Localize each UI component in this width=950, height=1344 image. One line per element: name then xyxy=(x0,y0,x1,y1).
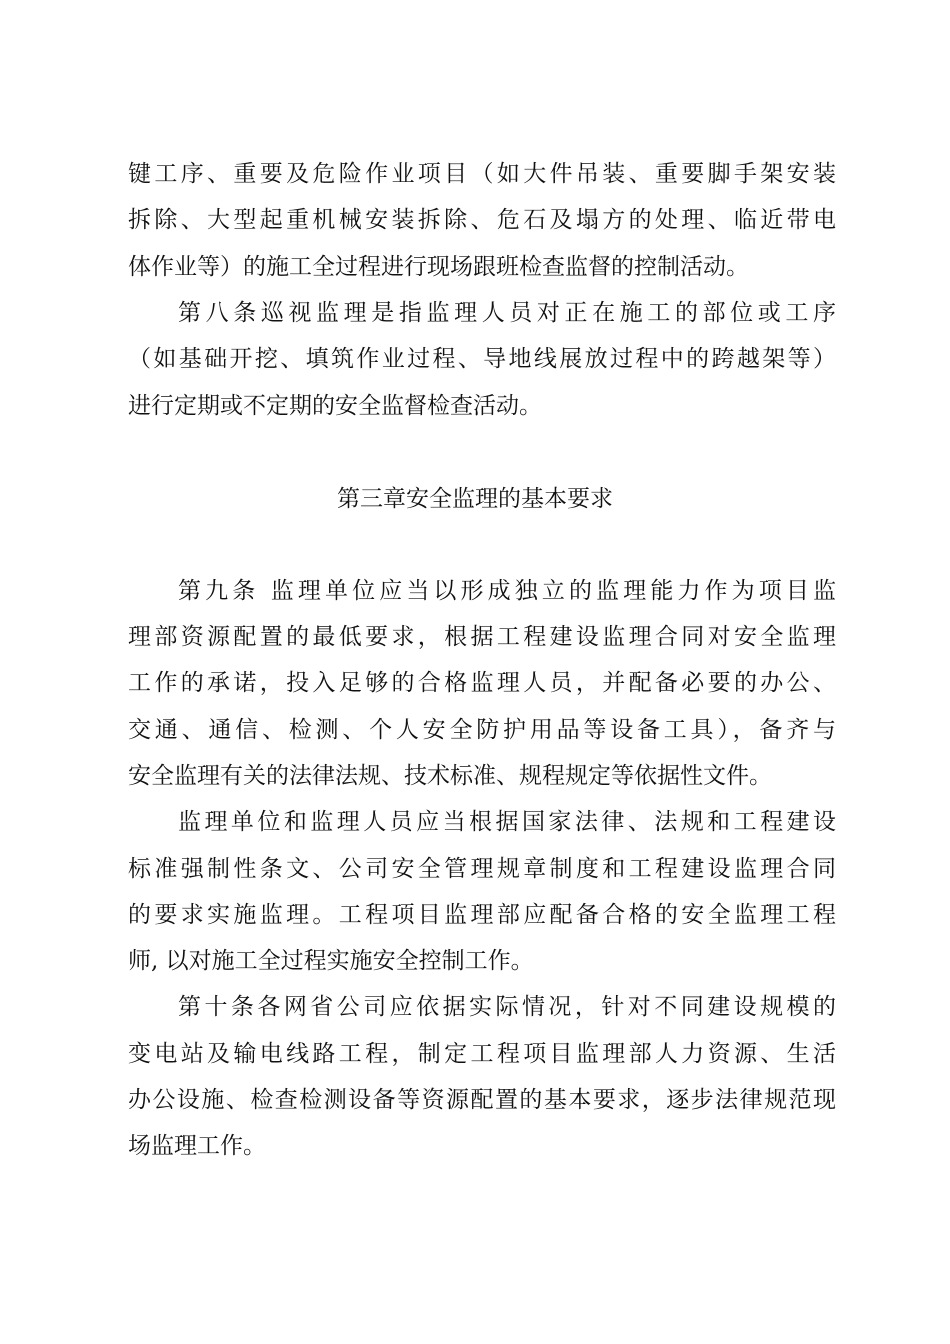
text-line: 键工序、重要及危险作业项目（如大件吊装、重要脚手架安装 xyxy=(128,161,836,187)
text-line: 工作的承诺，投入足够的合格监理人员，并配备必要的办公、 xyxy=(128,670,836,696)
text-line: 变电站及输电线路工程，制定工程项目监理部人力资源、生活 xyxy=(128,1041,836,1067)
text-line: 标准强制性条文、公司安全管理规章制度和工程建设监理合同 xyxy=(128,856,836,882)
text-line: 的要求实施监理。工程项目监理部应配备合格的安全监理工程 xyxy=(128,902,836,928)
text-line: 理部资源配置的最低要求，根据工程建设监理合同对安全监理 xyxy=(128,624,836,650)
text-line: （如基础开挖、填筑作业过程、导地线展放过程中的跨越架等） xyxy=(128,346,836,372)
text-line: 第九条 监理单位应当以形成独立的监理能力作为项目监 xyxy=(178,578,836,604)
text-line: 第十条各网省公司应依据实际情况，针对不同建设规模的 xyxy=(178,994,836,1020)
text-line: 交通、通信、检测、个人安全防护用品等设备工具），备齐与 xyxy=(128,717,836,743)
text-line: 办公设施、检查检测设备等资源配置的基本要求，逐步法律规范现 xyxy=(128,1087,836,1113)
text-line: 体作业等）的施工全过程进行现场跟班检查监督的控制活动。 xyxy=(128,254,749,280)
text-line: 场监理工作。 xyxy=(128,1133,266,1159)
text-line: 进行定期或不定期的安全监督检查活动。 xyxy=(128,393,542,419)
chapter-heading: 第三章安全监理的基本要求 xyxy=(337,486,613,512)
text-line: 拆除、大型起重机械安装拆除、危石及塌方的处理、临近带电 xyxy=(128,207,836,233)
text-line: 师, 以对施工全过程实施安全控制工作。 xyxy=(128,948,534,974)
text-line: 监理单位和监理人员应当根据国家法律、法规和工程建设 xyxy=(178,809,836,835)
text-line: 安全监理有关的法律法规、技术标准、规程规定等依据性文件。 xyxy=(128,763,772,789)
text-line: 第八条巡视监理是指监理人员对正在施工的部位或工序 xyxy=(178,300,836,326)
